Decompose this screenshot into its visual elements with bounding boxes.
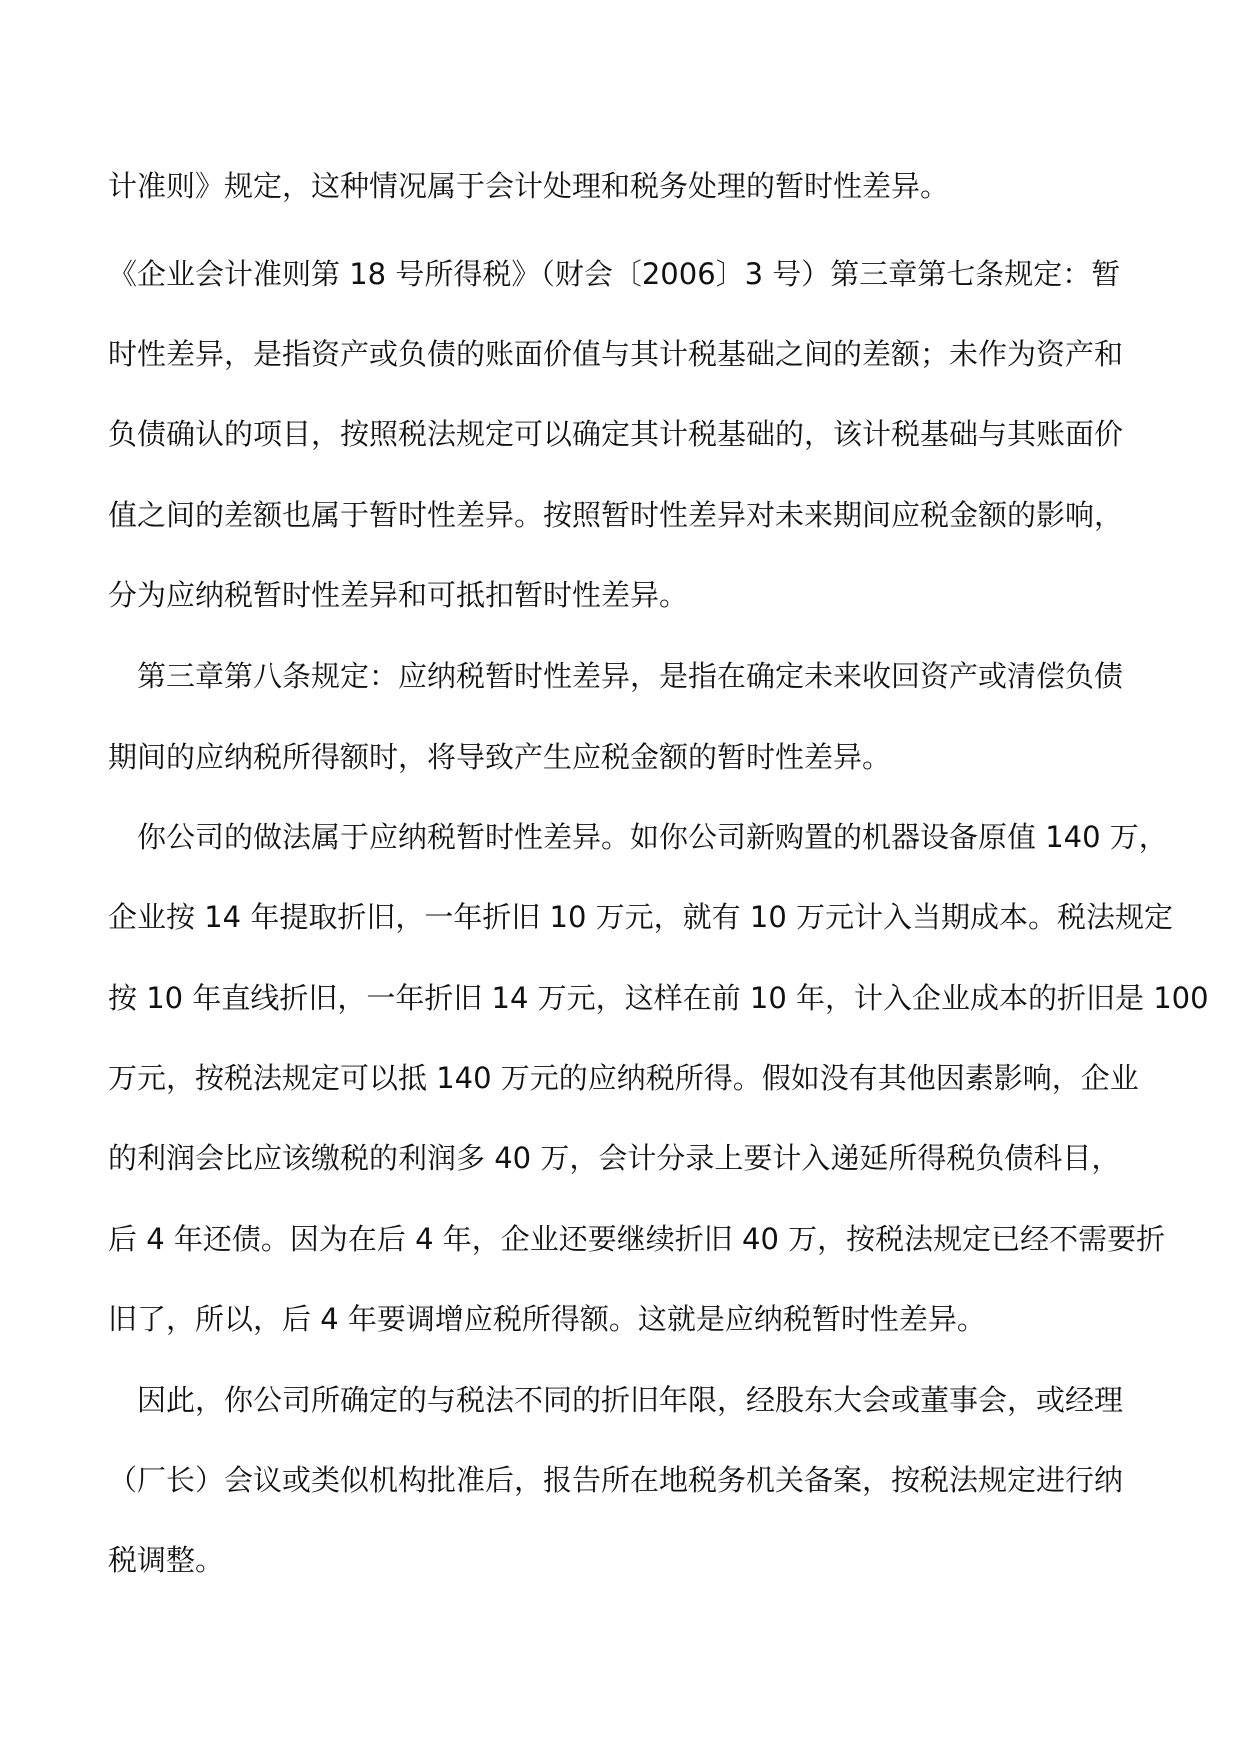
text-line-content: 负债确认的项目，按照税法规定可以确定其计税基础的，该计税基础与其账面价 xyxy=(108,417,1124,451)
text-line xyxy=(0,897,1241,937)
text-line-content: 税调整。 xyxy=(108,1543,225,1577)
text-line xyxy=(0,414,1241,454)
text-line xyxy=(0,575,1241,615)
text-line-content: 旧了，所以，后 4 年要调增应税所得额。这就是应纳税暂时性差异。 xyxy=(108,1302,986,1336)
paragraph-start-line xyxy=(0,254,1241,294)
text-line-content: 时性差异，是指资产或负债的账面价值与其计税基础之间的差额；未作为资产和 xyxy=(108,337,1124,371)
text-line-content: 期间的应纳税所得额时，将导致产生应税金额的暂时性差异。 xyxy=(108,740,892,774)
text-line-content: 《企业会计准则第 18 号所得税》（财会〔2006〕3 号）第三章第七条规定：暂 xyxy=(108,257,1121,291)
text-line xyxy=(0,1058,1241,1098)
paragraph-start-line xyxy=(0,1380,1241,1420)
text-line xyxy=(0,1540,1241,1580)
paragraph-start-line xyxy=(0,656,1241,696)
text-line-content: 万元，按税法规定可以抵 140 万元的应纳税所得。假如没有其他因素影响，企业 xyxy=(108,1061,1139,1095)
text-line xyxy=(0,978,1241,1018)
text-line-content: 分为应纳税暂时性差异和可抵扣暂时性差异。 xyxy=(108,578,689,612)
text-line-content: 计准则》规定，这种情况属于会计处理和税务处理的暂时性差异。 xyxy=(108,169,950,203)
text-line-content: 后 4 年还债。因为在后 4 年，企业还要继续折旧 40 万，按税法规定已经不需要折 xyxy=(108,1222,1166,1256)
text-line-content: 因此，你公司所确定的与税法不同的折旧年限，经股东大会或董事会，或经理 xyxy=(137,1383,1124,1417)
text-line-content: 的利润会比应该缴税的利润多 40 万，会计分录上要计入递延所得税负债科目， xyxy=(108,1141,1121,1175)
text-line-content: 你公司的做法属于应纳税暂时性差异。如你公司新购置的机器设备原值 140 万， xyxy=(137,820,1168,854)
text-line xyxy=(0,1460,1241,1500)
text-line-content: 按 10 年直线折旧，一年折旧 14 万元，这样在前 10 年，计入企业成本的折旧是 100 xyxy=(108,981,1209,1015)
text-line-content: 值之间的差额也属于暂时性差异。按照暂时性差异对未来期间应税金额的影响， xyxy=(108,498,1124,532)
text-line xyxy=(0,166,1241,206)
text-line-content: （厂长）会议或类似机构批准后，报告所在地税务机关备案，按税法规定进行纳 xyxy=(108,1463,1124,1497)
text-line-content: 企业按 14 年提取折旧，一年折旧 10 万元，就有 10 万元计入当期成本。税法规定 xyxy=(108,900,1174,934)
text-line xyxy=(0,737,1241,777)
paragraph-start-line xyxy=(0,817,1241,857)
text-line xyxy=(0,334,1241,374)
text-line-content: 第三章第八条规定：应纳税暂时性差异，是指在确定未来收回资产或清偿负债 xyxy=(137,659,1124,693)
text-line xyxy=(0,1138,1241,1178)
text-line xyxy=(0,1219,1241,1259)
text-line xyxy=(0,1299,1241,1339)
text-line xyxy=(0,495,1241,535)
